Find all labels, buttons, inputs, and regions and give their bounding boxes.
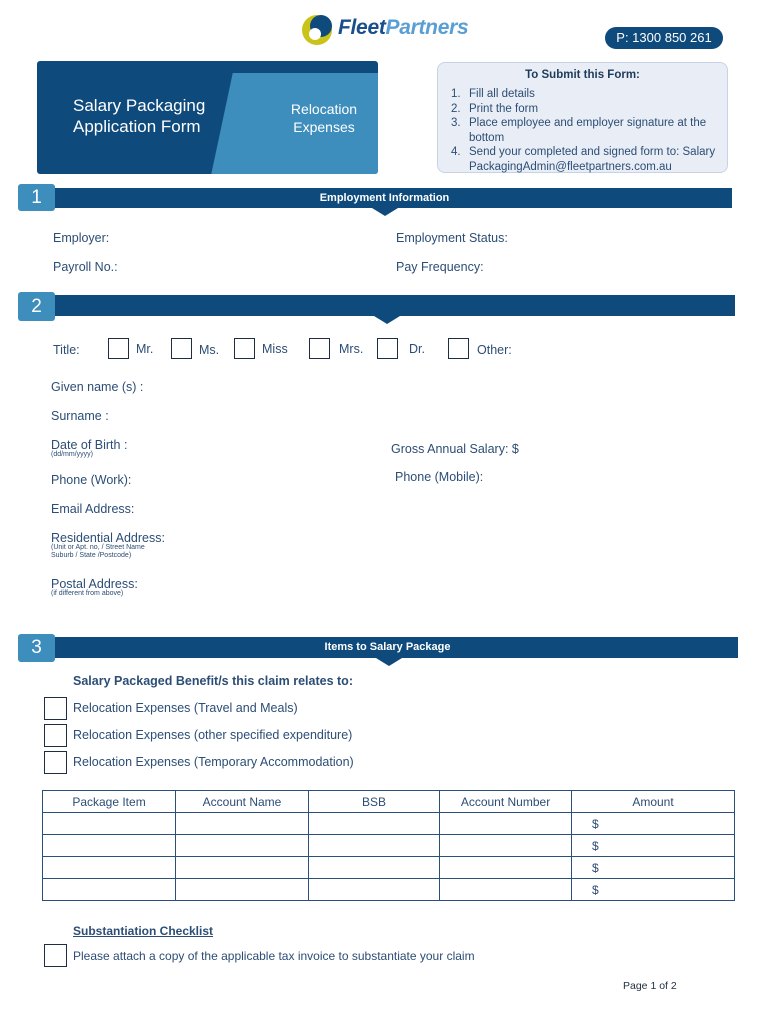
title-dr-label: Dr. bbox=[409, 342, 425, 356]
account-name-cell[interactable] bbox=[176, 835, 309, 857]
logo-word-2: Partners bbox=[385, 16, 469, 39]
account-name-cell[interactable] bbox=[176, 813, 309, 835]
step-text: Fill all details bbox=[469, 88, 535, 100]
step-number: 2. bbox=[451, 102, 461, 115]
amount-cell[interactable]: $ bbox=[572, 857, 735, 879]
account-number-cell[interactable] bbox=[440, 857, 572, 879]
residential-hint-2: Suburb / State /Postcode) bbox=[51, 552, 132, 559]
title-mrs-label: Mrs. bbox=[339, 342, 364, 356]
gross-salary-label: Gross Annual Salary: $ bbox=[391, 442, 519, 456]
form-subtitle bbox=[269, 100, 378, 136]
logo-wordmark bbox=[338, 16, 468, 40]
title-ms-label: Ms. bbox=[199, 343, 220, 357]
amount-cell[interactable]: $ bbox=[572, 835, 735, 857]
col-amount: Amount bbox=[572, 791, 735, 813]
option-travel-meals-label: Relocation Expenses (Travel and Meals) bbox=[73, 701, 298, 715]
given-name-label: Given name (s) : bbox=[51, 380, 144, 394]
residential-label: Residential Address: bbox=[51, 531, 165, 545]
step-number: 4. bbox=[451, 146, 461, 158]
col-account-name: Account Name bbox=[176, 791, 309, 813]
account-name-cell[interactable] bbox=[176, 857, 309, 879]
title-other-label: Other: bbox=[477, 343, 512, 357]
postal-label: Postal Address: bbox=[51, 577, 138, 591]
bsb-cell[interactable] bbox=[309, 857, 440, 879]
phone-work-label: Phone (Work): bbox=[51, 473, 132, 487]
section2-bar bbox=[37, 295, 735, 316]
attach-invoice-checkbox[interactable] bbox=[44, 944, 67, 967]
section1-title: Employment Information bbox=[319, 192, 450, 204]
bsb-cell[interactable] bbox=[309, 879, 440, 901]
surname-label: Surname : bbox=[51, 409, 109, 423]
section2-number: 2 bbox=[18, 292, 55, 321]
step-text: Place employee and employer signature at the bottom bbox=[469, 117, 707, 144]
bsb-cell[interactable] bbox=[309, 835, 440, 857]
submit-step bbox=[451, 87, 721, 102]
package-item-cell[interactable] bbox=[43, 835, 176, 857]
table-row bbox=[43, 835, 735, 857]
phone-badge: P: 1300 850 261 bbox=[605, 27, 723, 49]
page-number: Page 1 of 2 bbox=[623, 980, 677, 992]
account-number-cell[interactable] bbox=[440, 879, 572, 901]
package-item-cell[interactable] bbox=[43, 857, 176, 879]
form-title-line1: Salary Packaging bbox=[73, 96, 206, 115]
bsb-cell[interactable] bbox=[309, 813, 440, 835]
title-mrs-checkbox[interactable] bbox=[309, 338, 330, 359]
fleetpartners-logo bbox=[300, 12, 485, 48]
employer-label: Employer: bbox=[53, 231, 110, 245]
amount-cell[interactable]: $ bbox=[572, 879, 735, 901]
benefit-heading: Salary Packaged Benefit/s this claim relates to: bbox=[73, 674, 353, 688]
option-temp-accommodation-label: Relocation Expenses (Temporary Accommodation) bbox=[73, 755, 354, 769]
package-item-cell[interactable] bbox=[43, 813, 176, 835]
col-package-item: Package Item bbox=[43, 791, 176, 813]
email-label: Email Address: bbox=[51, 502, 135, 516]
section3-notch bbox=[376, 658, 402, 666]
submit-step bbox=[451, 116, 721, 145]
title-ms-checkbox[interactable] bbox=[171, 338, 192, 359]
section3-number: 3 bbox=[18, 634, 55, 662]
account-name-cell[interactable] bbox=[176, 879, 309, 901]
submit-step bbox=[451, 102, 721, 117]
step-text: Send your completed and signed form to: SalaryPackagingAdmin@fleetpartners.com.au bbox=[469, 146, 716, 173]
submit-step bbox=[451, 145, 721, 174]
option-other-expenditure-checkbox[interactable] bbox=[44, 724, 67, 747]
logo-mark-icon bbox=[300, 12, 336, 48]
form-title bbox=[73, 95, 243, 137]
amount-cell[interactable]: $ bbox=[572, 813, 735, 835]
account-number-cell[interactable] bbox=[440, 835, 572, 857]
submit-title: To Submit this Form: bbox=[525, 69, 640, 81]
section1-number: 1 bbox=[18, 184, 55, 211]
step-number: 3. bbox=[451, 117, 461, 129]
dob-hint: (dd/mm/yyyy) bbox=[51, 451, 93, 458]
package-item-cell[interactable] bbox=[43, 879, 176, 901]
residential-hint-1: (Unit or Apt. no, / Street Name bbox=[51, 544, 145, 551]
pay-frequency-label: Pay Frequency: bbox=[396, 260, 484, 274]
logo-word-1: Fleet bbox=[338, 16, 386, 39]
title-label: Title: bbox=[53, 343, 80, 357]
phone-mobile-label: Phone (Mobile): bbox=[395, 470, 484, 484]
payroll-label: Payroll No.: bbox=[53, 260, 118, 274]
table-header-row bbox=[43, 791, 735, 813]
title-mr-checkbox[interactable] bbox=[108, 338, 129, 359]
table-row bbox=[43, 813, 735, 835]
title-miss-label: Miss bbox=[262, 342, 288, 356]
option-temp-accommodation-checkbox[interactable] bbox=[44, 751, 67, 774]
step-text: Print the form bbox=[469, 102, 539, 115]
title-dr-checkbox[interactable] bbox=[377, 338, 398, 359]
submit-instructions bbox=[437, 62, 728, 173]
col-account-number: Account Number bbox=[440, 791, 572, 813]
form-title-block bbox=[37, 61, 378, 174]
attach-invoice-label: Please attach a copy of the applicable tax invoice to substantiate your claim bbox=[73, 949, 475, 963]
form-subtitle-line2: Expenses bbox=[293, 119, 355, 135]
section2-notch bbox=[374, 316, 400, 324]
table-row bbox=[43, 879, 735, 901]
option-other-expenditure-label: Relocation Expenses (other specified expenditure) bbox=[73, 728, 353, 742]
table-row bbox=[43, 857, 735, 879]
section3-title: Items to Salary Package bbox=[324, 641, 451, 653]
title-other-checkbox[interactable] bbox=[448, 338, 469, 359]
substantiation-title: Substantiation Checklist bbox=[73, 924, 214, 938]
package-items-table bbox=[42, 790, 735, 901]
option-travel-meals-checkbox[interactable] bbox=[44, 697, 67, 720]
col-bsb: BSB bbox=[309, 791, 440, 813]
submit-steps bbox=[451, 87, 721, 174]
postal-hint: (if different from above) bbox=[51, 590, 124, 597]
employment-status-label: Employment Status: bbox=[396, 231, 508, 245]
form-subtitle-line1: Relocation bbox=[290, 101, 358, 117]
account-number-cell[interactable] bbox=[440, 813, 572, 835]
title-miss-checkbox[interactable] bbox=[234, 338, 255, 359]
title-mr-label: Mr. bbox=[136, 342, 154, 356]
form-title-line2: Application Form bbox=[73, 117, 201, 136]
step-number: 1. bbox=[451, 88, 461, 100]
section1-notch bbox=[372, 208, 398, 216]
dob-label: Date of Birth : bbox=[51, 438, 128, 452]
